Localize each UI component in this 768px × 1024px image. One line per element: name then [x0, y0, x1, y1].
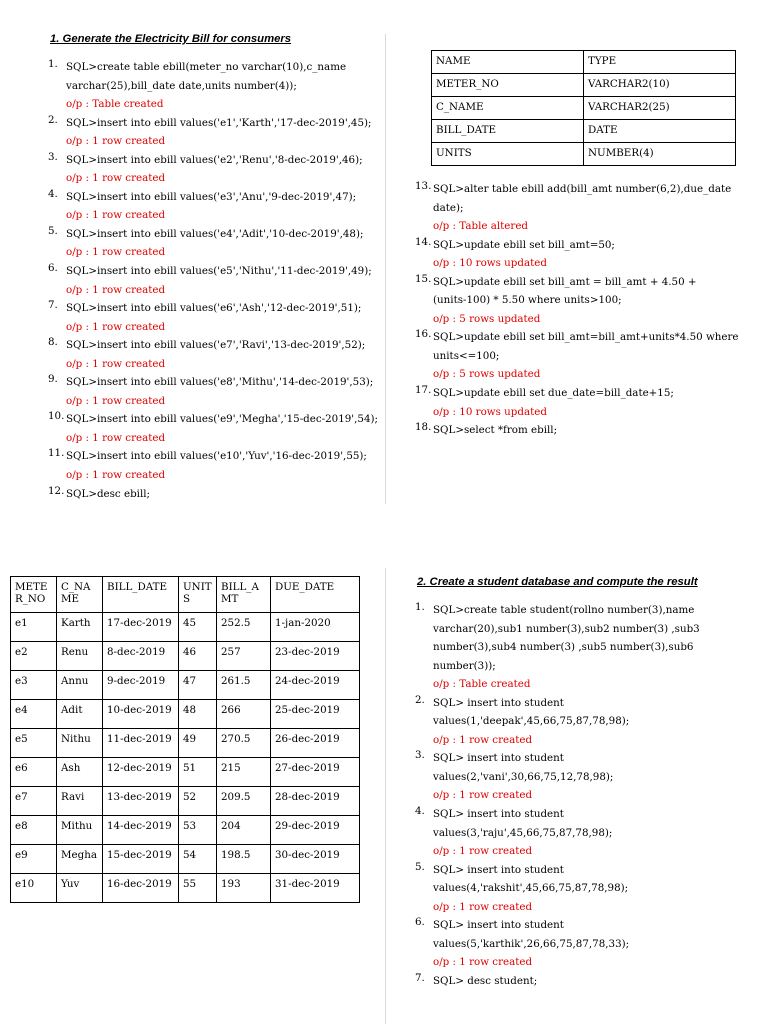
table-row: [11, 671, 360, 700]
table-header-cell: BILL_DATE: [103, 577, 179, 613]
table-cell: 252.5: [217, 613, 271, 642]
table-cell: 49: [179, 729, 217, 758]
step-item: [415, 601, 755, 694]
section1-heading: 1. Generate the Electricity Bill for consumers: [50, 33, 292, 45]
sql-command-line: SQL> insert into student: [433, 752, 564, 765]
step-item: [415, 273, 755, 329]
sql-command-line: SQL>insert into ebill values('e8','Mithu','14-dec-2019',53);: [66, 376, 374, 389]
step-item: [415, 180, 755, 236]
sql-output-line: o/p : 5 rows updated: [433, 368, 541, 381]
sql-output-line: o/p : 10 rows updated: [433, 257, 547, 270]
sql-command-line: number(3));: [433, 659, 496, 672]
sql-output-line: o/p : 1 row created: [66, 283, 166, 296]
sql-output-line: o/p : 1 row created: [66, 135, 166, 148]
table-header-cell: NAME: [432, 51, 584, 74]
table-row: [11, 874, 360, 903]
step-number: 1.: [415, 601, 425, 613]
section2-steps: [415, 601, 755, 990]
sql-output-line: o/p : Table created: [66, 98, 164, 111]
step-number: 1.: [48, 58, 58, 70]
table-cell: 204: [217, 816, 271, 845]
sql-command-line: varchar(20),sub1 number(3),sub2 number(3) ,sub3: [433, 622, 700, 635]
table-cell: 8-dec-2019: [103, 642, 179, 671]
sql-command-line: date);: [433, 201, 464, 214]
step-number: 17.: [415, 384, 432, 397]
step-number: 8.: [48, 336, 58, 349]
table-cell: 10-dec-2019: [103, 700, 179, 729]
section1-steps: [48, 58, 378, 503]
table-cell: Megha: [57, 845, 103, 874]
table-cell: DATE: [584, 120, 736, 143]
sql-command-line: SQL>create table student(rollno number(3),name: [433, 604, 695, 616]
sql-output-line: o/p : 1 row created: [66, 357, 166, 370]
step-item: [48, 447, 378, 484]
table-cell: 266: [217, 700, 271, 729]
sql-output-line: o/p : 1 row created: [66, 394, 166, 407]
table-cell: Nithu: [57, 729, 103, 758]
table-cell: Ravi: [57, 787, 103, 816]
table-cell: 24-dec-2019: [271, 671, 360, 700]
sql-command-line: SQL>insert into ebill values('e5','Nithu','11-dec-2019',49);: [66, 265, 372, 278]
table-cell: 215: [217, 758, 271, 787]
step-number: 9.: [48, 373, 58, 386]
sql-command-line: number(3),sub4 number(3) ,sub5 number(3),sub6: [433, 641, 694, 654]
step-item: [48, 58, 378, 114]
table-cell: Ash: [57, 758, 103, 787]
table-header-cell: C_NAME: [57, 577, 103, 613]
step-number: 14.: [415, 235, 432, 248]
step-number: 13.: [415, 180, 432, 192]
step-number: 16.: [415, 328, 432, 341]
table-cell: METER_NO: [432, 74, 584, 97]
step-number: 7.: [415, 971, 425, 984]
step-number: 12.: [48, 484, 65, 497]
step-item: [415, 972, 755, 991]
table-cell: 193: [217, 874, 271, 903]
section2-heading: 2. Create a student database and compute the result: [417, 576, 698, 588]
table-cell: 29-dec-2019: [271, 816, 360, 845]
table-cell: e8: [11, 816, 57, 845]
table-cell: 31-dec-2019: [271, 874, 360, 903]
step-number: 10.: [48, 410, 65, 423]
table-cell: e3: [11, 671, 57, 700]
step-item: [415, 916, 755, 972]
sql-output-line: o/p : 1 row created: [66, 172, 166, 185]
sql-command-line: SQL> desc student;: [433, 974, 538, 987]
table-cell: 55: [179, 874, 217, 903]
sql-command-line: SQL>select *from ebill;: [433, 424, 558, 437]
sql-command-line: SQL>insert into ebill values('e3','Anu','9-dec-2019',47);: [66, 190, 357, 203]
sql-command-line: SQL>insert into ebill values('e9','Megha','15-dec-2019',54);: [66, 413, 378, 426]
table-cell: Yuv: [57, 874, 103, 903]
table-row: [11, 758, 360, 787]
sql-command-line: (units-100) * 5.50 where units>100;: [433, 294, 622, 307]
table-cell: e1: [11, 613, 57, 642]
table-header-cell: DUE_DATE: [271, 577, 360, 613]
sql-command-line: SQL>update ebill set due_date=bill_date+15;: [433, 387, 674, 400]
table-cell: e6: [11, 758, 57, 787]
vertical-divider-bottom: [385, 568, 386, 1024]
sql-command-line: SQL> insert into student: [433, 696, 564, 709]
table-cell: Annu: [57, 671, 103, 700]
step-item: [48, 151, 378, 188]
table-header-cell: BILL_AMT: [217, 577, 271, 613]
table-cell: 23-dec-2019: [271, 642, 360, 671]
step-item: [415, 861, 755, 917]
table-header-cell: METER_NO: [11, 577, 57, 613]
result-table: [10, 576, 360, 903]
vertical-divider-top: [385, 34, 386, 504]
sql-output-line: o/p : Table created: [433, 678, 531, 691]
table-row: [432, 74, 736, 97]
table-cell: BILL_DATE: [432, 120, 584, 143]
table-cell: 26-dec-2019: [271, 729, 360, 758]
step-item: [48, 225, 378, 262]
sql-command-line: SQL>insert into ebill values('e6','Ash','12-dec-2019',51);: [66, 302, 362, 315]
step-item: [415, 805, 755, 861]
step-number: 7.: [48, 299, 58, 312]
table-cell: Karth: [57, 613, 103, 642]
table-row: [11, 845, 360, 874]
step-item: [48, 299, 378, 336]
sql-command-line: SQL>create table ebill(meter_no varchar(10),c_name: [66, 61, 347, 73]
sql-command-line: SQL> insert into student: [433, 919, 564, 932]
table-cell: 51: [179, 758, 217, 787]
step-item: [415, 421, 755, 440]
table-cell: 14-dec-2019: [103, 816, 179, 845]
step-number: 11.: [48, 447, 65, 460]
table-header-cell: TYPE: [584, 51, 736, 74]
table-row: [11, 700, 360, 729]
table-cell: VARCHAR2(25): [584, 97, 736, 120]
sql-output-line: o/p : 1 row created: [433, 733, 533, 746]
sql-command-line: SQL>update ebill set bill_amt = bill_amt + 4.50 +: [433, 275, 697, 288]
sql-command-line: values(2,'vani',30,66,75,12,78,98);: [433, 770, 614, 783]
sql-output-line: o/p : 1 row created: [433, 845, 533, 858]
table-cell: UNITS: [432, 143, 584, 166]
table-cell: 261.5: [217, 671, 271, 700]
sql-output-line: o/p : 1 row created: [66, 209, 166, 222]
table-cell: 30-dec-2019: [271, 845, 360, 874]
table-cell: 9-dec-2019: [103, 671, 179, 700]
sql-command-line: SQL>insert into ebill values('e10','Yuv','16-dec-2019',55);: [66, 450, 367, 463]
step-number: 3.: [415, 749, 425, 762]
table-header-cell: UNITS: [179, 577, 217, 613]
table-cell: e4: [11, 700, 57, 729]
table-cell: 16-dec-2019: [103, 874, 179, 903]
sql-command-line: values(1,'deepak',45,66,75,87,78,98);: [433, 715, 630, 728]
sql-output-line: o/p : 1 row created: [66, 431, 166, 444]
table-row: [11, 787, 360, 816]
section1-cont-steps: [415, 180, 755, 440]
sql-command-line: SQL>insert into ebill values('e4','Adit','10-dec-2019',48);: [66, 227, 364, 240]
step-number: 6.: [415, 916, 425, 929]
table-cell: 45: [179, 613, 217, 642]
table-cell: e2: [11, 642, 57, 671]
sql-command-line: SQL>insert into ebill values('e7','Ravi','13-dec-2019',52);: [66, 339, 366, 352]
table-cell: 47: [179, 671, 217, 700]
step-number: 2.: [415, 693, 425, 706]
table-cell: e10: [11, 874, 57, 903]
step-item: [415, 694, 755, 750]
table-cell: 198.5: [217, 845, 271, 874]
step-item: [48, 188, 378, 225]
table-cell: 13-dec-2019: [103, 787, 179, 816]
sql-command-line: values(3,'raju',45,66,75,87,78,98);: [433, 826, 613, 839]
step-item: [48, 485, 378, 504]
table-row: [11, 613, 360, 642]
sql-output-line: o/p : 1 row created: [66, 320, 166, 333]
table-cell: 17-dec-2019: [103, 613, 179, 642]
table-cell: Renu: [57, 642, 103, 671]
step-number: 3.: [48, 150, 58, 163]
sql-output-line: o/p : 5 rows updated: [433, 312, 541, 325]
step-item: [415, 749, 755, 805]
table-row: [432, 97, 736, 120]
step-item: [48, 336, 378, 373]
step-item: [415, 384, 755, 421]
table-cell: 12-dec-2019: [103, 758, 179, 787]
step-item: [415, 236, 755, 273]
sql-command-line: SQL>insert into ebill values('e1','Karth','17-dec-2019',45);: [66, 116, 372, 129]
step-number: 6.: [48, 262, 58, 275]
table-cell: 53: [179, 816, 217, 845]
table-row: [11, 642, 360, 671]
step-number: 2.: [48, 113, 58, 126]
step-number: 5.: [415, 860, 425, 873]
sql-output-line: o/p : 1 row created: [433, 956, 533, 969]
sql-command-line: units<=100;: [433, 349, 500, 362]
sql-command-line: SQL> insert into student: [433, 863, 564, 876]
step-item: [48, 262, 378, 299]
sql-command-line: SQL> insert into student: [433, 808, 564, 821]
table-cell: 52: [179, 787, 217, 816]
table-cell: 48: [179, 700, 217, 729]
table-cell: e9: [11, 845, 57, 874]
step-number: 5.: [48, 224, 58, 237]
table-cell: 28-dec-2019: [271, 787, 360, 816]
table-cell: Adit: [57, 700, 103, 729]
table-cell: e7: [11, 787, 57, 816]
table-cell: 257: [217, 642, 271, 671]
table-cell: 46: [179, 642, 217, 671]
sql-command-line: values(5,'karthik',26,66,75,87,78,33);: [433, 937, 630, 950]
table-cell: VARCHAR2(10): [584, 74, 736, 97]
table-cell: NUMBER(4): [584, 143, 736, 166]
table-cell: 270.5: [217, 729, 271, 758]
sql-command-line: SQL>update ebill set bill_amt=50;: [433, 238, 615, 251]
table-cell: 15-dec-2019: [103, 845, 179, 874]
step-item: [48, 114, 378, 151]
sql-output-line: o/p : Table altered: [433, 220, 529, 233]
table-row: [432, 143, 736, 166]
sql-command-line: SQL>update ebill set bill_amt=bill_amt+units*4.50 where: [433, 331, 739, 344]
sql-command-line: SQL>desc ebill;: [66, 487, 151, 500]
sql-output-line: o/p : 10 rows updated: [433, 405, 547, 418]
table-cell: e5: [11, 729, 57, 758]
table-cell: C_NAME: [432, 97, 584, 120]
sql-output-line: o/p : 1 row created: [66, 469, 166, 482]
step-number: 18.: [415, 421, 432, 434]
step-item: [48, 373, 378, 410]
sql-output-line: o/p : 1 row created: [433, 900, 533, 913]
table-header-row: [432, 51, 736, 74]
table-cell: 11-dec-2019: [103, 729, 179, 758]
table-cell: 27-dec-2019: [271, 758, 360, 787]
table-cell: 1-jan-2020: [271, 613, 360, 642]
sql-command-line: varchar(25),bill_date date,units number(4));: [66, 79, 297, 92]
table-row: [432, 120, 736, 143]
table-row: [11, 729, 360, 758]
table-cell: 25-dec-2019: [271, 700, 360, 729]
sql-command-line: values(4,'rakshit',45,66,75,87,78,98);: [433, 882, 629, 895]
sql-output-line: o/p : 1 row created: [433, 789, 533, 802]
step-number: 4.: [48, 187, 58, 200]
sql-output-line: o/p : 1 row created: [66, 246, 166, 259]
step-number: 15.: [415, 272, 432, 285]
table-row: [11, 816, 360, 845]
desc-table: [431, 50, 736, 166]
table-cell: 209.5: [217, 787, 271, 816]
table-cell: 54: [179, 845, 217, 874]
table-header-row: [11, 577, 360, 613]
table-cell: Mithu: [57, 816, 103, 845]
step-number: 4.: [415, 805, 425, 818]
step-item: [48, 410, 378, 447]
step-item: [415, 328, 755, 384]
sql-command-line: SQL>insert into ebill values('e2','Renu','8-dec-2019',46);: [66, 153, 363, 166]
sql-command-line: SQL>alter table ebill add(bill_amt number(6,2),due_date: [433, 183, 732, 195]
